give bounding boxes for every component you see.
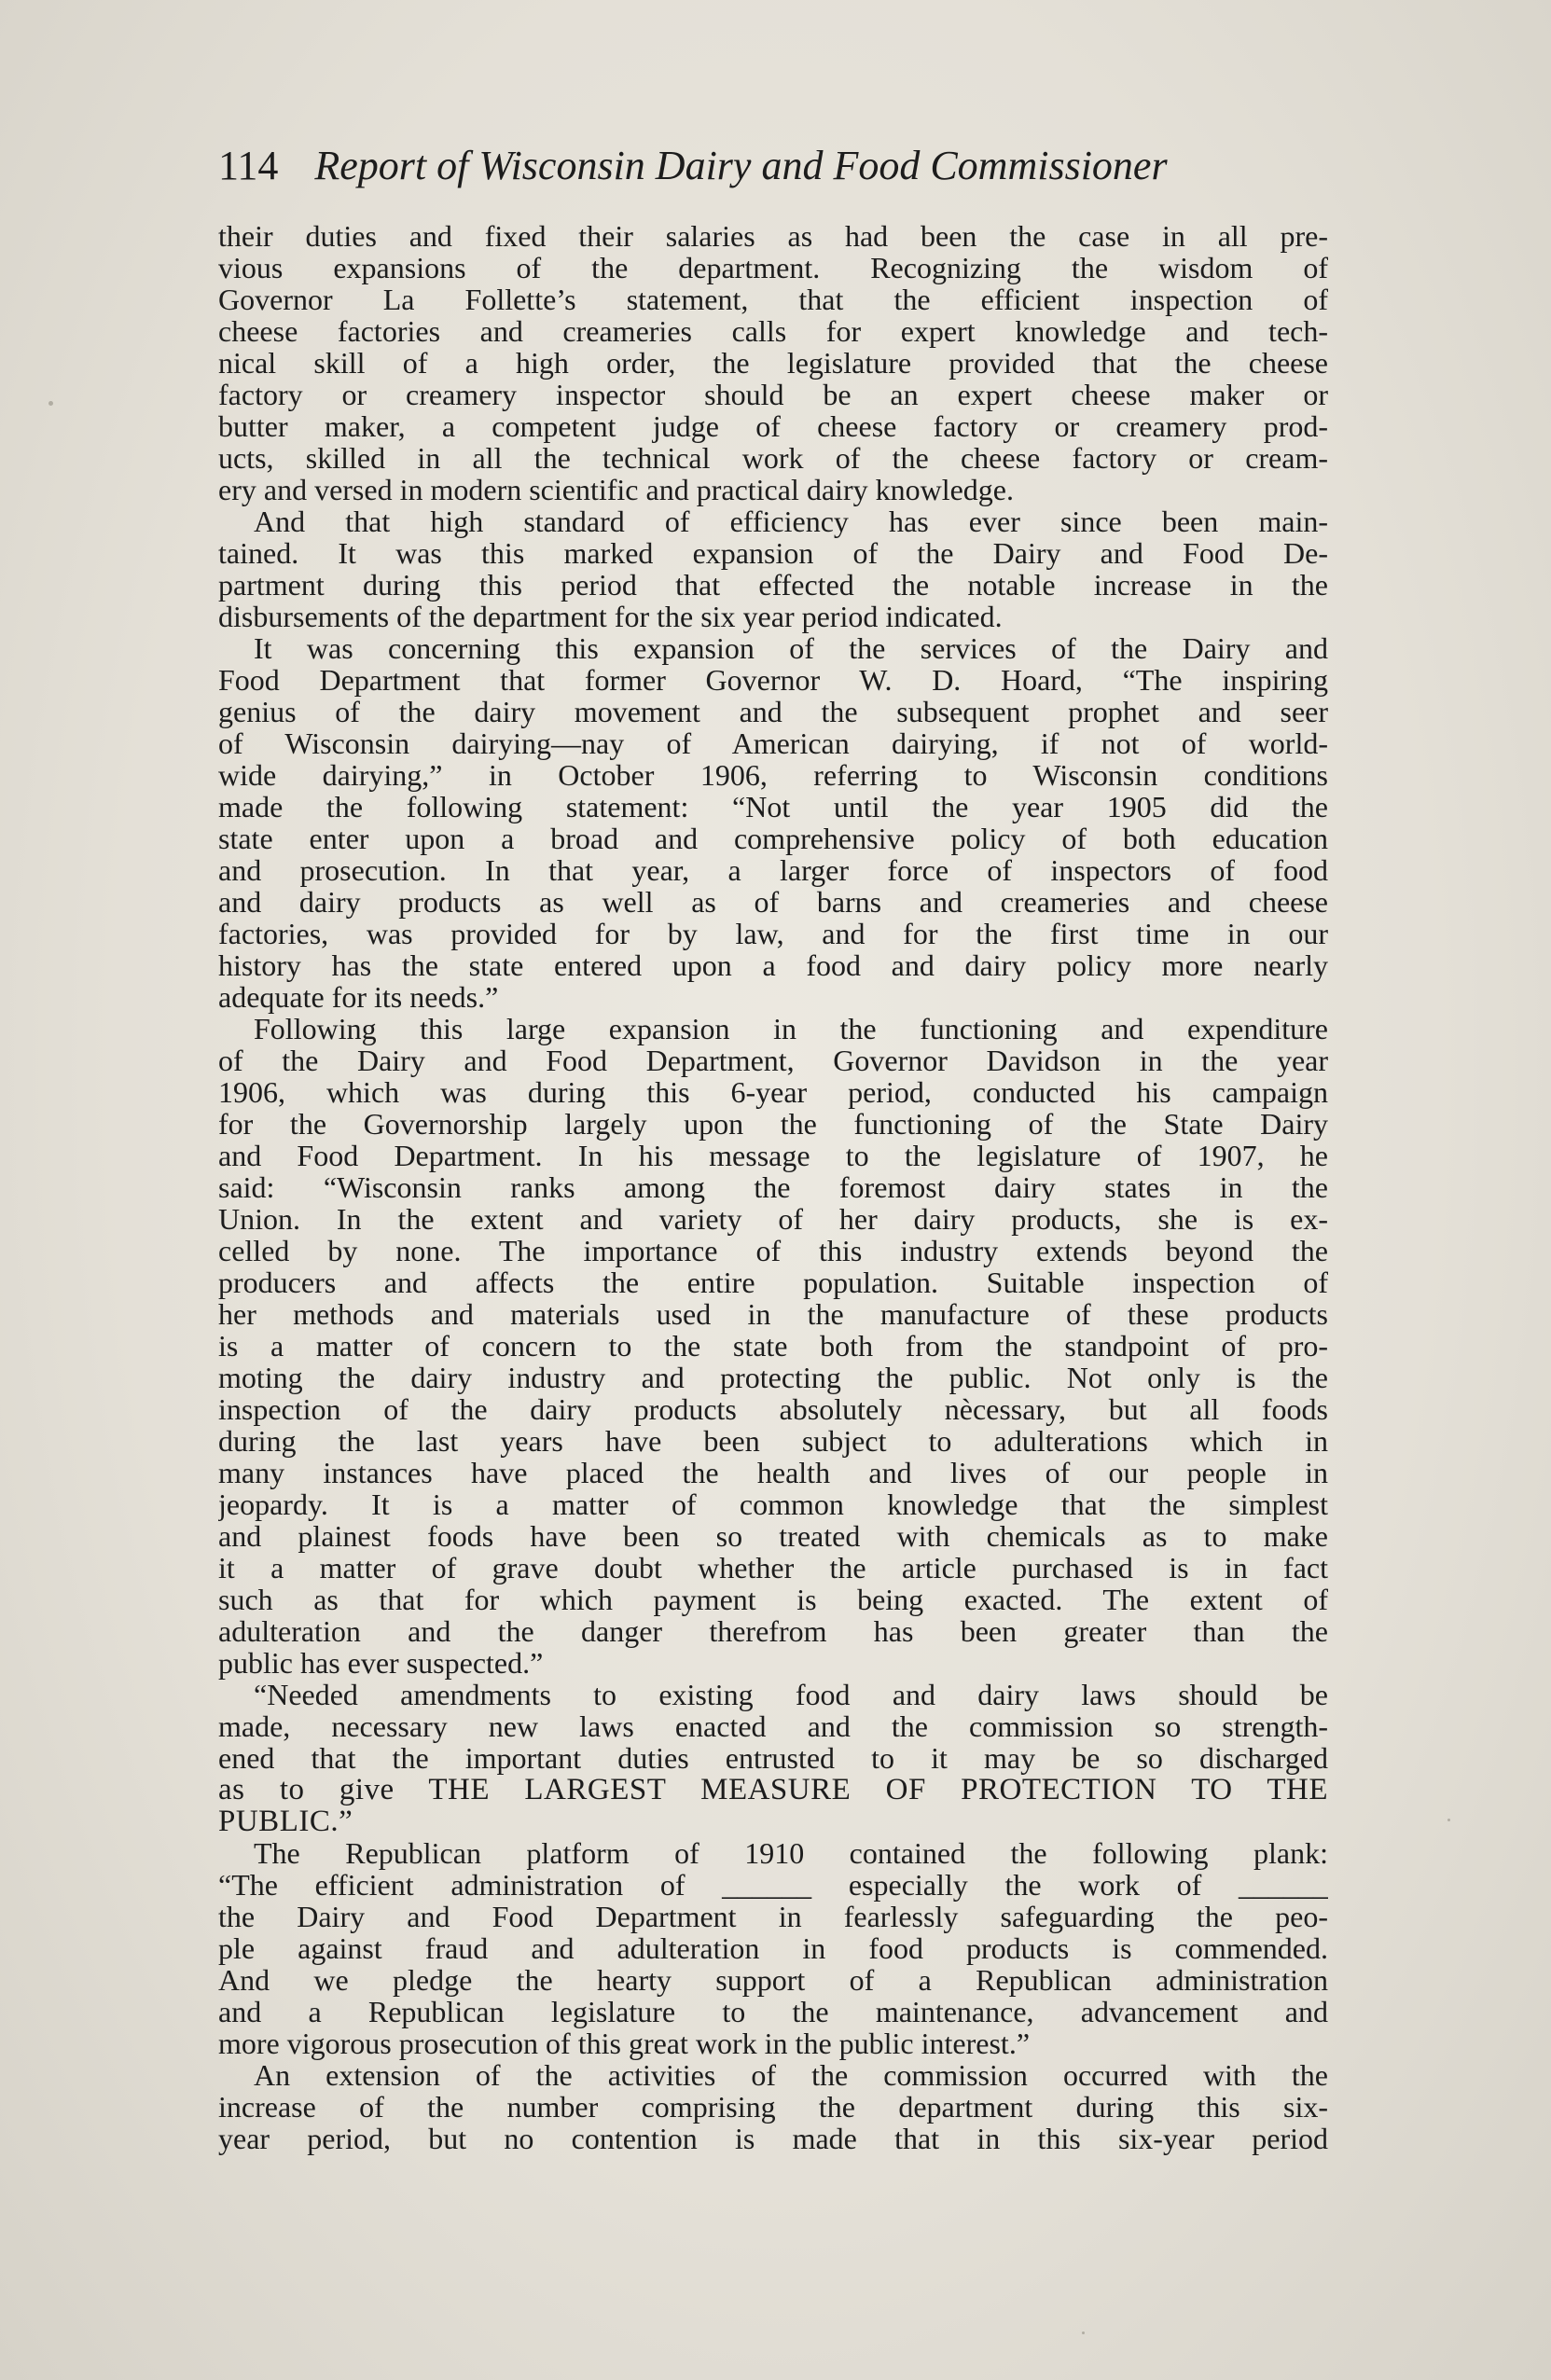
text-line: It was concerning this expansion of the services of the Dairy and xyxy=(254,631,1328,665)
body-text xyxy=(218,220,1328,2300)
text-line: many instances have placed the health and lives of our people in xyxy=(218,1456,1328,1489)
text-line: celled by none. The importance of this industry extends beyond the xyxy=(218,1234,1328,1267)
text-line: factories, was provided for by law, and for the first time in our xyxy=(218,917,1328,950)
text-line: Governor La Follette’s statement, that the efficient inspection of xyxy=(218,283,1328,316)
text-line: An extension of the activities of the commission occurred with the xyxy=(254,2058,1328,2092)
text-line: inspection of the dairy products absolutely nècessary, but all foods xyxy=(218,1392,1328,1426)
text-line: Food Department that former Governor W. D. Hoard, “The inspiring xyxy=(218,663,1328,697)
text-line: moting the dairy industry and protecting the public. Not only is the xyxy=(218,1361,1328,1394)
text-line: ened that the important duties entrusted to it may be so discharged xyxy=(218,1741,1328,1775)
page-number: 114 xyxy=(218,143,279,188)
text-line: of Wisconsin dairying—nay of American dairying, if not of world- xyxy=(218,726,1328,760)
text-line: their duties and fixed their salaries as had been the case in all pre- xyxy=(218,220,1328,253)
text-line: partment during this period that effected the notable increase in the xyxy=(218,568,1328,602)
text-line: disbursements of the department for the six year period indicated. xyxy=(218,600,1003,633)
text-line: vious expansions of the department. Recognizing the wisdom of xyxy=(218,251,1328,284)
text-line: year period, but no contention is made that in this six-year period xyxy=(218,2122,1328,2155)
text-line: ucts, skilled in all the technical work of the cheese factory or cream- xyxy=(218,441,1328,475)
text-line: and Food Department. In his message to the legislature of 1907, he xyxy=(218,1139,1328,1172)
text-line: adequate for its needs.” xyxy=(218,980,499,1014)
text-line: butter maker, a competent judge of cheese factory or creamery prod- xyxy=(218,409,1328,443)
text-line: PUBLIC.” xyxy=(218,1805,353,1838)
text-line: made, necessary new laws enacted and the commission so strength- xyxy=(218,1709,1328,1743)
text-line: “Needed amendments to existing food and dairy laws should be xyxy=(254,1678,1328,1711)
text-line: Union. In the extent and variety of her dairy products, she is ex- xyxy=(218,1202,1328,1236)
text-line: wide dairying,” in October 1906, referring to Wisconsin conditions xyxy=(218,758,1328,792)
text-line: And we pledge the hearty support of a Republican administration xyxy=(218,1963,1328,1997)
paper-speck xyxy=(48,401,53,406)
text-line: for the Governorship largely upon the functioning of the State Dairy xyxy=(218,1107,1328,1141)
paper-speck xyxy=(1447,1819,1450,1821)
text-line: And that high standard of efficiency has ever since been main- xyxy=(254,505,1328,538)
text-line: 1906, which was during this 6-year period, conducted his campaign xyxy=(218,1075,1328,1109)
text-line: Following this large expansion in the functioning and expenditure xyxy=(254,1012,1328,1045)
text-line: and plainest foods have been so treated with chemicals as to make xyxy=(218,1519,1328,1553)
text-line: it a matter of grave doubt whether the article purchased is in fact xyxy=(218,1551,1328,1584)
text-line: tained. It was this marked expansion of the Dairy and Food De- xyxy=(218,536,1328,570)
text-line: nical skill of a high order, the legislature provided that the cheese xyxy=(218,346,1328,380)
text-line: more vigorous prosecution of this great work in the public interest.” xyxy=(218,2027,1031,2060)
text-line: the Dairy and Food Department in fearlessly safeguarding the peo- xyxy=(218,1900,1328,1933)
text-line: adulteration and the danger therefrom has been greater than the xyxy=(218,1614,1328,1648)
text-line: and dairy products as well as of barns and creameries and cheese xyxy=(218,885,1328,919)
text-line: is a matter of concern to the state both from the standpoint of pro- xyxy=(218,1329,1328,1363)
running-title: Report of Wisconsin Dairy and Food Commissioner xyxy=(314,143,1168,188)
text-line: jeopardy. It is a matter of common knowledge that the simplest xyxy=(218,1488,1328,1521)
text-line: during the last years have been subject to adulterations which in xyxy=(218,1424,1328,1458)
text-line: her methods and materials used in the manufacture of these products xyxy=(218,1297,1328,1331)
text-line: of the Dairy and Food Department, Governor Davidson in the year xyxy=(218,1044,1328,1077)
text-line: and prosecution. In that year, a larger force of inspectors of food xyxy=(218,853,1328,887)
text-line: such as that for which payment is being exacted. The extent of xyxy=(218,1583,1328,1616)
running-head xyxy=(218,138,1337,194)
text-line: made the following statement: “Not until the year 1905 did the xyxy=(218,790,1328,823)
paper-speck xyxy=(1082,2332,1085,2334)
text-line: “The efficient administration of ______ especially the work of ______ xyxy=(218,1868,1328,1902)
text-line: increase of the number comprising the department during this six- xyxy=(218,2090,1328,2124)
text-line: ple against fraud and adulteration in food products is commended. xyxy=(218,1931,1328,1965)
text-line: state enter upon a broad and comprehensive policy of both education xyxy=(218,822,1328,855)
text-line: cheese factories and creameries calls for expert knowledge and tech- xyxy=(218,314,1328,348)
text-line: ery and versed in modern scientific and practical dairy knowledge. xyxy=(218,473,1014,506)
text-line: as to give THE LARGEST MEASURE OF PROTECTION TO THE xyxy=(218,1773,1328,1806)
text-line: and a Republican legislature to the maintenance, advancement and xyxy=(218,1995,1328,2028)
text-line: genius of the dairy movement and the subsequent prophet and seer xyxy=(218,695,1328,728)
text-line: producers and affects the entire population. Suitable inspection of xyxy=(218,1266,1328,1299)
text-line: said: “Wisconsin ranks among the foremost dairy states in the xyxy=(218,1170,1328,1204)
text-line: history has the state entered upon a food and dairy policy more nearly xyxy=(218,948,1328,982)
text-line: The Republican platform of 1910 contained the following plank: xyxy=(254,1836,1328,1870)
text-line: factory or creamery inspector should be an expert cheese maker or xyxy=(218,378,1328,411)
text-line: public has ever suspected.” xyxy=(218,1646,544,1680)
